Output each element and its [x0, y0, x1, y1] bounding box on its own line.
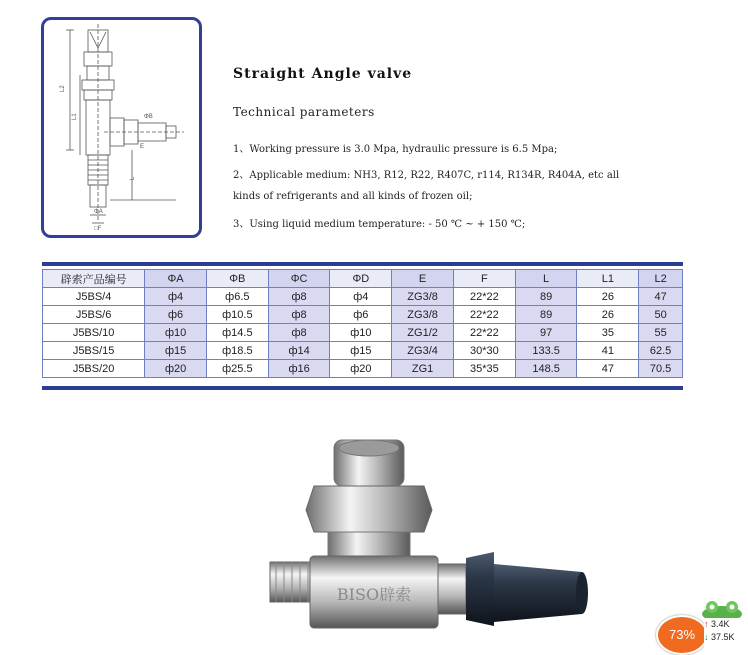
svg-text:L1: L1: [72, 113, 78, 120]
header-cell: 辟索产品编号: [43, 270, 145, 288]
spec-value-cell: 89: [515, 288, 577, 306]
network-speed-panel: [704, 618, 748, 651]
spec-value-cell: ZG1: [392, 360, 454, 378]
header-cell: L: [515, 270, 577, 288]
table-row: [43, 306, 683, 324]
header-cell: L1: [577, 270, 639, 288]
parameter-line: kinds of refrigerants and all kinds of frozen oil;: [233, 191, 473, 202]
model-number-cell: J5BS/20: [43, 360, 145, 378]
table-header-row: [43, 270, 683, 288]
header-cell: L2: [639, 270, 683, 288]
product-title: Straight Angle valve: [233, 66, 413, 82]
spec-value-cell: ф8: [268, 306, 330, 324]
spec-value-cell: 35: [577, 324, 639, 342]
spec-value-cell: ф20: [145, 360, 207, 378]
spec-value-cell: 70.5: [639, 360, 683, 378]
spec-value-cell: 55: [639, 324, 683, 342]
brand-engraving: BISO辟索: [336, 585, 412, 604]
spec-value-cell: 30*30: [453, 342, 515, 360]
upload-arrow-icon: ↑: [704, 619, 709, 629]
spec-value-cell: ф20: [330, 360, 392, 378]
spec-value-cell: 22*22: [453, 324, 515, 342]
frog-mascot-icon: [700, 600, 744, 620]
svg-text:L2: L2: [60, 85, 66, 92]
spec-value-cell: ф8: [268, 288, 330, 306]
svg-text:ΦB: ΦB: [144, 114, 153, 120]
spec-table-wrapper: [42, 262, 683, 390]
spec-value-cell: 50: [639, 306, 683, 324]
spec-value-cell: ф15: [145, 342, 207, 360]
model-number-cell: J5BS/15: [43, 342, 145, 360]
table-row: [43, 324, 683, 342]
header-cell: F: [453, 270, 515, 288]
spec-value-cell: ф16: [268, 360, 330, 378]
parameter-line: 1、Working pressure is 3.0 Mpa, hydraulic pressure is 6.5 Mpa;: [233, 144, 558, 155]
header-cell: ΦA: [145, 270, 207, 288]
model-number-cell: J5BS/6: [43, 306, 145, 324]
svg-text:L: L: [130, 176, 136, 180]
spec-value-cell: 35*35: [453, 360, 515, 378]
technical-parameters-heading: Technical parameters: [233, 105, 375, 119]
spec-table: [42, 269, 683, 378]
network-percent-badge[interactable]: 73%: [656, 615, 708, 655]
spec-value-cell: 26: [577, 306, 639, 324]
upload-speed: 3.4K: [711, 619, 730, 629]
spec-value-cell: 26: [577, 288, 639, 306]
spec-value-cell: ф14: [268, 342, 330, 360]
spec-value-cell: ф4: [330, 288, 392, 306]
model-number-cell: J5BS/4: [43, 288, 145, 306]
table-row: [43, 360, 683, 378]
spec-value-cell: 97: [515, 324, 577, 342]
download-arrow-icon: ↓: [704, 632, 709, 642]
table-row: [43, 342, 683, 360]
spec-value-cell: ф14.5: [206, 324, 268, 342]
spec-value-cell: 62.5: [639, 342, 683, 360]
download-speed: 37.5K: [711, 632, 735, 642]
header-cell: E: [392, 270, 454, 288]
spec-value-cell: ф25.5: [206, 360, 268, 378]
spec-value-cell: ф6: [330, 306, 392, 324]
spec-value-cell: ф8: [268, 324, 330, 342]
spec-value-cell: ZG3/8: [392, 306, 454, 324]
parameter-line: 3、Using liquid medium temperature: - 50 ℃ ~ + 150 ℃;: [233, 219, 526, 230]
spec-value-cell: ф15: [330, 342, 392, 360]
header-cell: ΦD: [330, 270, 392, 288]
spec-value-cell: ф18.5: [206, 342, 268, 360]
table-row: [43, 288, 683, 306]
spec-value-cell: ф6: [145, 306, 207, 324]
spec-value-cell: ф4: [145, 288, 207, 306]
valve-product-photo: [262, 438, 592, 648]
spec-value-cell: 22*22: [453, 288, 515, 306]
parameter-line: 2、Applicable medium: NH3, R12, R22, R407C, r114, R134R, R404A, etc all: [233, 170, 620, 181]
svg-text:E: E: [140, 144, 145, 150]
spec-value-cell: 22*22: [453, 306, 515, 324]
header-cell: ΦC: [268, 270, 330, 288]
svg-text:□F: □F: [94, 226, 102, 232]
spec-value-cell: 133.5: [515, 342, 577, 360]
spec-value-cell: 47: [577, 360, 639, 378]
spec-value-cell: ф10: [330, 324, 392, 342]
spec-value-cell: ф10.5: [206, 306, 268, 324]
spec-value-cell: 89: [515, 306, 577, 324]
spec-value-cell: 41: [577, 342, 639, 360]
spec-value-cell: ф10: [145, 324, 207, 342]
spec-value-cell: ZG3/4: [392, 342, 454, 360]
spec-value-cell: ZG3/8: [392, 288, 454, 306]
technical-drawing: [44, 20, 199, 235]
spec-value-cell: ZG1/2: [392, 324, 454, 342]
technical-drawing-frame: [41, 17, 202, 238]
spec-value-cell: 148.5: [515, 360, 577, 378]
model-number-cell: J5BS/10: [43, 324, 145, 342]
spec-value-cell: ф6.5: [206, 288, 268, 306]
spec-value-cell: 47: [639, 288, 683, 306]
header-cell: ΦB: [206, 270, 268, 288]
svg-text:ΦA: ΦA: [94, 209, 103, 215]
